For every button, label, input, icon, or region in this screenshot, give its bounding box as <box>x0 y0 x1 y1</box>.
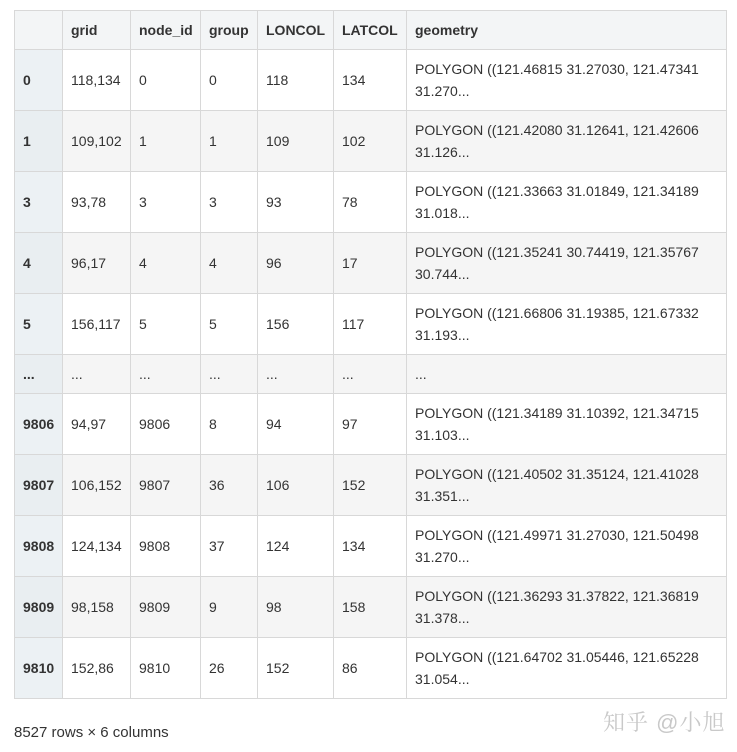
cell-loncol: 106 <box>258 455 334 516</box>
column-header-grid: grid <box>63 11 131 50</box>
cell-loncol: 124 <box>258 516 334 577</box>
cell-geometry: POLYGON ((121.46815 31.27030, 121.47341 31.270... <box>407 50 727 111</box>
cell-group: 5 <box>201 294 258 355</box>
cell-latcol: 102 <box>334 111 407 172</box>
cell-latcol: 17 <box>334 233 407 294</box>
table-row <box>15 233 727 294</box>
cell-geometry: POLYGON ((121.33663 31.01849, 121.34189 31.018... <box>407 172 727 233</box>
table-row <box>15 516 727 577</box>
cell-group: 37 <box>201 516 258 577</box>
cell-group: ... <box>201 355 258 394</box>
cell-node_id: 9810 <box>131 638 201 699</box>
shape-summary: 8527 rows × 6 columns <box>14 724 169 741</box>
cell-grid: 118,134 <box>63 50 131 111</box>
cell-latcol: 134 <box>334 516 407 577</box>
row-index: 9809 <box>15 577 63 638</box>
cell-loncol: 96 <box>258 233 334 294</box>
cell-latcol: 158 <box>334 577 407 638</box>
index-header <box>15 11 63 50</box>
row-index: 4 <box>15 233 63 294</box>
column-header-loncol: LONCOL <box>258 11 334 50</box>
cell-geometry: POLYGON ((121.34189 31.10392, 121.34715 31.103... <box>407 394 727 455</box>
row-index: 9808 <box>15 516 63 577</box>
cell-group: 0 <box>201 50 258 111</box>
cell-grid: 94,97 <box>63 394 131 455</box>
cell-loncol: 93 <box>258 172 334 233</box>
cell-geometry: ... <box>407 355 727 394</box>
row-index: 3 <box>15 172 63 233</box>
cell-loncol: 94 <box>258 394 334 455</box>
column-header-node_id: node_id <box>131 11 201 50</box>
cell-node_id: ... <box>131 355 201 394</box>
cell-group: 1 <box>201 111 258 172</box>
cell-loncol: ... <box>258 355 334 394</box>
cell-group: 9 <box>201 577 258 638</box>
row-index: 0 <box>15 50 63 111</box>
cell-node_id: 3 <box>131 172 201 233</box>
cell-node_id: 9806 <box>131 394 201 455</box>
cell-latcol: 97 <box>334 394 407 455</box>
table-row <box>15 172 727 233</box>
cell-geometry: POLYGON ((121.36293 31.37822, 121.36819 31.378... <box>407 577 727 638</box>
cell-node_id: 9809 <box>131 577 201 638</box>
row-index: 1 <box>15 111 63 172</box>
cell-grid: 124,134 <box>63 516 131 577</box>
cell-node_id: 9808 <box>131 516 201 577</box>
cell-grid: 156,117 <box>63 294 131 355</box>
cell-grid: 106,152 <box>63 455 131 516</box>
watermark: 知乎 @小旭 <box>603 710 726 735</box>
row-index: 9806 <box>15 394 63 455</box>
cell-geometry: POLYGON ((121.35241 30.74419, 121.35767 30.744... <box>407 233 727 294</box>
ellipsis-row <box>15 355 727 394</box>
row-index: 9807 <box>15 455 63 516</box>
cell-latcol: 86 <box>334 638 407 699</box>
cell-loncol: 118 <box>258 50 334 111</box>
cell-geometry: POLYGON ((121.40502 31.35124, 121.41028 31.351... <box>407 455 727 516</box>
table-row <box>15 577 727 638</box>
cell-grid: 96,17 <box>63 233 131 294</box>
cell-group: 3 <box>201 172 258 233</box>
table-row <box>15 294 727 355</box>
cell-loncol: 152 <box>258 638 334 699</box>
cell-node_id: 5 <box>131 294 201 355</box>
cell-group: 26 <box>201 638 258 699</box>
column-header-geometry: geometry <box>407 11 727 50</box>
table-row <box>15 638 727 699</box>
cell-latcol: 78 <box>334 172 407 233</box>
cell-grid: 93,78 <box>63 172 131 233</box>
cell-latcol: ... <box>334 355 407 394</box>
row-index: 5 <box>15 294 63 355</box>
cell-node_id: 4 <box>131 233 201 294</box>
cell-loncol: 98 <box>258 577 334 638</box>
cell-geometry: POLYGON ((121.66806 31.19385, 121.67332 31.193... <box>407 294 727 355</box>
column-header-latcol: LATCOL <box>334 11 407 50</box>
cell-latcol: 117 <box>334 294 407 355</box>
cell-node_id: 1 <box>131 111 201 172</box>
cell-loncol: 156 <box>258 294 334 355</box>
table-row <box>15 111 727 172</box>
table-body <box>15 50 727 699</box>
table-row <box>15 455 727 516</box>
cell-grid: 98,158 <box>63 577 131 638</box>
column-header-group: group <box>201 11 258 50</box>
cell-geometry: POLYGON ((121.64702 31.05446, 121.65228 31.054... <box>407 638 727 699</box>
cell-latcol: 134 <box>334 50 407 111</box>
row-index: 9810 <box>15 638 63 699</box>
cell-node_id: 9807 <box>131 455 201 516</box>
table-row <box>15 394 727 455</box>
cell-loncol: 109 <box>258 111 334 172</box>
cell-geometry: POLYGON ((121.49971 31.27030, 121.50498 31.270... <box>407 516 727 577</box>
cell-node_id: 0 <box>131 50 201 111</box>
cell-grid: 152,86 <box>63 638 131 699</box>
cell-latcol: 152 <box>334 455 407 516</box>
cell-group: 4 <box>201 233 258 294</box>
cell-grid: 109,102 <box>63 111 131 172</box>
row-index: ... <box>15 355 63 394</box>
cell-grid: ... <box>63 355 131 394</box>
dataframe-table <box>14 10 727 699</box>
cell-geometry: POLYGON ((121.42080 31.12641, 121.42606 31.126... <box>407 111 727 172</box>
cell-group: 8 <box>201 394 258 455</box>
table-row <box>15 50 727 111</box>
cell-group: 36 <box>201 455 258 516</box>
table-header <box>15 11 727 50</box>
